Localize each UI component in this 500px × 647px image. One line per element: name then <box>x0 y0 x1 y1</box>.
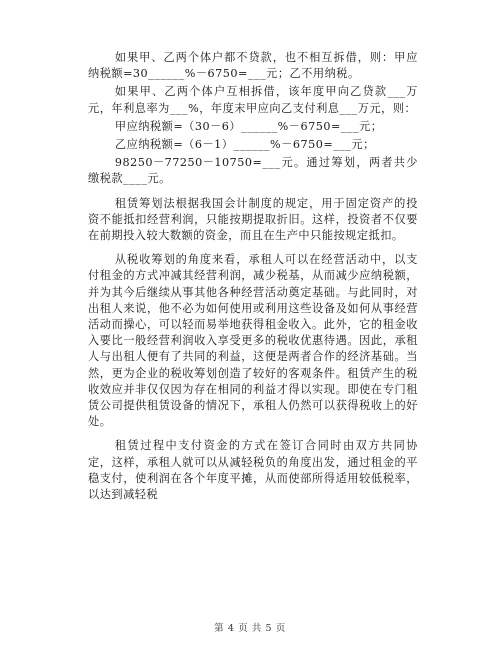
paragraph-no-loan: 如果甲、乙两个体户都不贷款，也不相互拆借，则：甲应纳税额=30______%－6750=___元；乙不用纳税。 <box>88 51 418 81</box>
paragraph-tax-yi: 乙应纳税额=（6－1）______%－6750=___元； <box>114 138 375 152</box>
paragraph-payment-method: 租赁过程中支付资金的方式在签订合同时由双方共同协定，这样，承租人就可以从减轻税负的角度出发，通过租金的平稳支付，使利润在各个年度平摊，从而使部所得适用较低税率，以达到减轻税 <box>88 439 418 502</box>
paragraph-savings: 98250－77250－10750=___元。通过筹划，两者共少缴税款____元。 <box>88 156 418 186</box>
page-footer: 第 4 页 共 5 页 <box>214 623 286 634</box>
document-page <box>88 50 418 503</box>
paragraph-leasing-method: 租赁筹划法根据我国会计制度的规定，用于固定资产的投资不能抵扣经营利润，只能按期提取折旧。这样，投资者不仅要在前期投入较大数额的资金，而且在生产中只能按规定抵扣。 <box>88 196 418 243</box>
paragraph-tax-jia: 甲应纳税额=（30－6）______%－6750=___元； <box>114 119 383 133</box>
paragraph-mutual-loan: 如果甲、乙两个体户互相拆借，该年度甲向乙贷款___万元，年利息率为___%，年度末甲应向乙支付利息___万元，则： <box>88 85 418 115</box>
paragraph-tax-planning-view: 从税收筹划的角度来看，承租人可以在经营活动中，以支付租金的方式冲减其经营利润，减少税基，从而减少应纳税额，并为其今后继续从事其他各种经营活动奠定基础。与此同时，对出租人来说，他不必为如何使用或利用这些设备及如何从事经营活动而操心，可以轻而易举地获得租金收入。此外，它的租金收入要比一般经营利润收入享受更多的税收优惠待遇。因此，承租人与出租人便有了共同的利益，这便是两者合作的经济基础。当然，更为企业的税收筹划创造了较好的客观条件。租赁产生的税收效应并非仅仅因为存在相同的利益才得以实现。即使在专门租赁公司提供租赁设备的情况下，承租人仍然可以获得税收上的好处。 <box>88 253 418 429</box>
